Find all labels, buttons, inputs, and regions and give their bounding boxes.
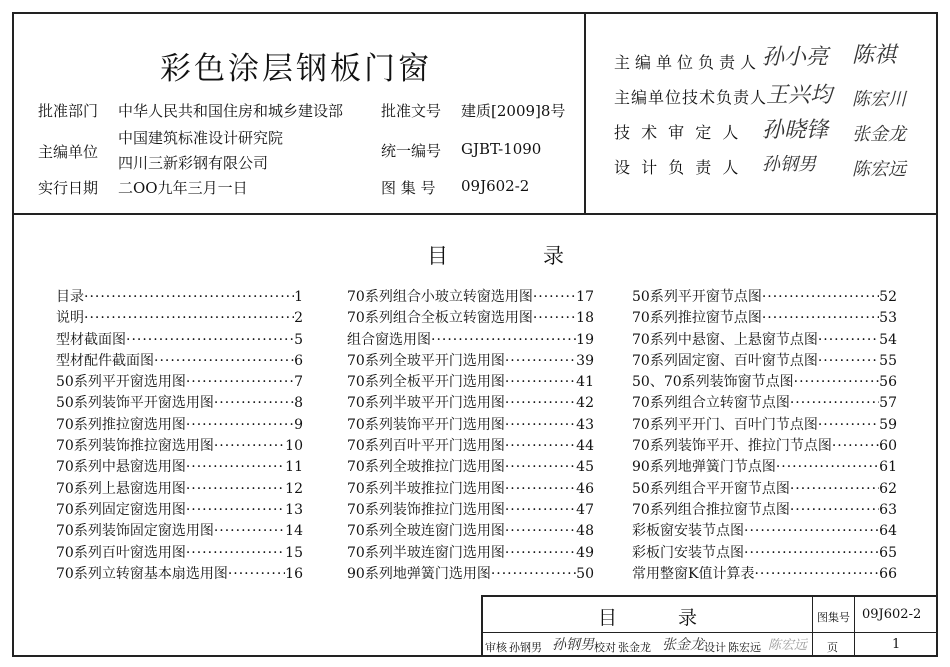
toc-leader xyxy=(505,479,576,500)
toc-leader xyxy=(505,351,576,372)
toc-entry[interactable] xyxy=(347,330,594,351)
toc-entry[interactable] xyxy=(632,393,897,414)
toc-leader xyxy=(186,415,294,436)
toc-leader xyxy=(186,479,285,500)
toc-entry-title: 70系列装饰平开门选用图 xyxy=(347,416,505,433)
toc-entry-title: 彩板窗安装节点图 xyxy=(632,523,744,540)
toc-entry-page: 57 xyxy=(879,395,897,412)
signature-chief: 孙小亮 xyxy=(762,45,829,70)
signature-tech-2: 陈宏川 xyxy=(852,89,906,110)
toc-entry-page: 59 xyxy=(879,416,897,433)
toc-entry-title: 70系列推拉窗选用图 xyxy=(56,416,186,433)
toc-entry-title: 70系列全板平开门选用图 xyxy=(347,374,505,391)
toc-entry-title: 70系列固定窗选用图 xyxy=(56,501,186,518)
toc-entry-title: 70系列组合小玻立转窗选用图 xyxy=(347,289,533,305)
toc-leader xyxy=(762,308,879,329)
titleblock-page-value: 1 xyxy=(892,637,901,652)
titleblock-name-char-a: 目 xyxy=(598,607,618,629)
toc-entry[interactable] xyxy=(56,564,303,585)
impl-date-value: 二OO九年三月一日 xyxy=(118,179,248,197)
toc-entry-page: 49 xyxy=(576,544,594,561)
toc-entry-title: 70系列半玻连窗门选用图 xyxy=(347,544,505,561)
toc-entry-page: 12 xyxy=(285,480,303,497)
titleblock-row-divider xyxy=(481,632,938,633)
toc-leader xyxy=(790,479,879,500)
toc-entry-title: 70系列全玻平开门选用图 xyxy=(347,352,505,369)
toc-entry[interactable] xyxy=(632,543,897,564)
titleblock-review-name: 孙钢男 xyxy=(509,641,542,654)
toc-leader xyxy=(832,436,879,457)
signature-review-2: 张金龙 xyxy=(852,124,906,145)
toc-column-3 xyxy=(632,287,897,585)
toc-entry[interactable] xyxy=(347,457,594,478)
toc-leader xyxy=(186,457,285,478)
toc-entry-page: 11 xyxy=(285,459,303,476)
toc-entry-page: 56 xyxy=(879,374,897,391)
toc-entry-page: 50 xyxy=(576,565,594,582)
toc-entry-page: 18 xyxy=(576,310,594,327)
toc-entry-title: 90系列地弹簧门选用图 xyxy=(347,565,491,582)
titleblock-left-border xyxy=(481,595,483,657)
toc-entry-title: 70系列百叶窗选用图 xyxy=(56,544,186,561)
titleblock-check-name: 张金龙 xyxy=(618,641,651,654)
titleblock-design-label: 设计 xyxy=(704,641,726,654)
toc-entry-title: 50系列平开窗节点图 xyxy=(632,289,762,305)
toc-entry[interactable] xyxy=(56,393,303,414)
toc-leader xyxy=(186,372,294,393)
sign-label-tech: 主编单位技术负责人 xyxy=(614,88,768,107)
toc-leader xyxy=(126,330,294,351)
toc-entry-title: 70系列立转窗基本扇选用图 xyxy=(56,565,228,582)
toc-leader xyxy=(214,393,294,414)
titleblock-check-label: 校对 xyxy=(594,641,616,654)
toc-leader xyxy=(228,564,285,585)
toc-leader xyxy=(84,308,294,329)
toc-leader xyxy=(744,543,879,564)
toc-leader xyxy=(776,457,879,478)
titleblock-col-divider-2 xyxy=(854,595,855,657)
signature-tech: 王兴均 xyxy=(766,83,833,108)
sign-label-review: 技 术 审 定 人 xyxy=(614,123,742,142)
toc-leader xyxy=(818,415,879,436)
toc-column-2 xyxy=(347,287,594,585)
toc-entry-page: 45 xyxy=(576,459,594,476)
toc-entry[interactable] xyxy=(56,415,303,436)
toc-leader xyxy=(84,287,294,308)
toc-entry-title: 彩板门安装节点图 xyxy=(632,544,744,561)
toc-entry-title: 70系列平开门、百叶门节点图 xyxy=(632,416,818,433)
toc-entry-title: 70系列装饰推拉窗选用图 xyxy=(56,438,214,455)
toc-entry[interactable] xyxy=(632,479,897,500)
titleblock-col-divider-1 xyxy=(812,595,813,657)
titleblock-review-signature: 孙钢男 xyxy=(552,637,594,653)
toc-entry-page: 1 xyxy=(294,289,303,305)
toc-entry[interactable] xyxy=(56,500,303,521)
signature-design: 孙钢男 xyxy=(762,154,816,175)
toc-entry[interactable] xyxy=(632,372,897,393)
toc-title-char-a: 目 xyxy=(427,244,448,268)
toc-entry-page: 16 xyxy=(285,565,303,582)
toc-entry[interactable] xyxy=(632,351,897,372)
toc-entry-page: 55 xyxy=(879,352,897,369)
toc-leader xyxy=(186,500,285,521)
toc-entry-page: 43 xyxy=(576,416,594,433)
toc-leader xyxy=(818,351,879,372)
toc-leader xyxy=(505,415,576,436)
toc-entry-title: 70系列固定窗、百叶窗节点图 xyxy=(632,352,818,369)
toc-entry[interactable] xyxy=(632,564,897,585)
toc-entry-page: 13 xyxy=(285,501,303,518)
toc-entry-title: 70系列组合推拉窗节点图 xyxy=(632,501,790,518)
toc-leader xyxy=(505,500,576,521)
toc-entry[interactable] xyxy=(56,521,303,542)
toc-entry-page: 10 xyxy=(285,438,303,455)
toc-leader xyxy=(214,521,285,542)
toc-entry-title: 70系列组合全板立转窗选用图 xyxy=(347,310,533,327)
toc-entry-page: 41 xyxy=(576,374,594,391)
toc-entry[interactable] xyxy=(56,372,303,393)
toc-entry-page: 15 xyxy=(285,544,303,561)
toc-entry-title: 70系列半玻平开门选用图 xyxy=(347,395,505,412)
toc-entry[interactable] xyxy=(56,543,303,564)
toc-entry[interactable] xyxy=(347,393,594,414)
toc-leader xyxy=(505,372,576,393)
approve-dept-value: 中华人民共和国住房和城乡建设部 xyxy=(118,102,344,120)
toc-entry-page: 42 xyxy=(576,395,594,412)
toc-entry-page: 39 xyxy=(576,352,594,369)
toc-entry[interactable] xyxy=(632,330,897,351)
toc-entry-page: 44 xyxy=(576,438,594,455)
toc-entry-page: 19 xyxy=(576,331,594,348)
toc-entry-title: 型材截面图 xyxy=(56,331,126,348)
toc-entry-title: 70系列组合立转窗节点图 xyxy=(632,395,790,412)
toc-entry-title: 70系列装饰平开、推拉门节点图 xyxy=(632,438,832,455)
approve-dept-label: 批准部门 xyxy=(38,102,99,120)
toc-leader xyxy=(533,287,576,308)
toc-entry-page: 48 xyxy=(576,523,594,540)
titleblock-atlas-label: 图集号 xyxy=(817,611,850,624)
toc-leader xyxy=(744,521,879,542)
toc-entry-page: 52 xyxy=(879,289,897,305)
toc-entry-page: 62 xyxy=(879,480,897,497)
toc-entry-page: 66 xyxy=(879,565,897,582)
toc-entry-title: 70系列装饰固定窗选用图 xyxy=(56,523,214,540)
toc-entry-page: 60 xyxy=(879,438,897,455)
toc-leader xyxy=(431,330,576,351)
toc-entry-title: 50系列装饰平开窗选用图 xyxy=(56,395,214,412)
document-title: 彩色涂层钢板门窗 xyxy=(160,51,432,87)
toc-entry-page: 7 xyxy=(294,374,303,391)
toc-entry-page: 64 xyxy=(879,523,897,540)
toc-entry[interactable] xyxy=(347,479,594,500)
toc-leader xyxy=(186,543,285,564)
toc-entry-page: 54 xyxy=(879,331,897,348)
toc-entry[interactable] xyxy=(632,287,897,308)
toc-entry[interactable] xyxy=(632,500,897,521)
unified-no-value: GJBT-1090 xyxy=(461,140,542,158)
toc-entry-page: 5 xyxy=(294,331,303,348)
toc-entry-page: 46 xyxy=(576,480,594,497)
toc-leader xyxy=(505,521,576,542)
editor-unit-value-2: 四川三新彩钢有限公司 xyxy=(118,154,269,172)
approve-doc-label: 批准文号 xyxy=(381,102,442,120)
toc-entry-title: 常用整窗K值计算表 xyxy=(632,565,755,582)
toc-title-char-b: 录 xyxy=(543,244,564,268)
toc-entry[interactable] xyxy=(347,372,594,393)
toc-entry[interactable] xyxy=(347,415,594,436)
toc-entry[interactable] xyxy=(56,287,303,308)
toc-entry[interactable] xyxy=(56,351,303,372)
toc-entry-title: 50系列组合平开窗节点图 xyxy=(632,480,790,497)
titleblock-atlas-value: 09J602-2 xyxy=(862,607,922,622)
toc-entry-page: 2 xyxy=(294,310,303,327)
toc-entry-page: 61 xyxy=(879,459,897,476)
toc-entry[interactable] xyxy=(56,457,303,478)
toc-leader xyxy=(790,393,879,414)
toc-entry-title: 70系列半玻推拉门选用图 xyxy=(347,480,505,497)
titleblock-design-name: 陈宏远 xyxy=(728,641,761,654)
sign-label-design: 设 计 负 责 人 xyxy=(614,158,742,177)
toc-entry[interactable] xyxy=(347,308,594,329)
toc-entry[interactable] xyxy=(632,521,897,542)
toc-entry[interactable] xyxy=(347,287,594,308)
toc-entry[interactable] xyxy=(347,500,594,521)
toc-leader xyxy=(794,372,880,393)
toc-entry[interactable] xyxy=(347,521,594,542)
toc-entry[interactable] xyxy=(347,543,594,564)
toc-entry-page: 14 xyxy=(285,523,303,540)
toc-entry-title: 组合窗选用图 xyxy=(347,331,431,348)
toc-entry-page: 6 xyxy=(294,352,303,369)
toc-entry[interactable] xyxy=(347,564,594,585)
toc-entry-page: 17 xyxy=(576,289,594,305)
toc-entry-title: 70系列全玻推拉门选用图 xyxy=(347,459,505,476)
toc-entry[interactable] xyxy=(56,436,303,457)
signature-review: 孙晓锋 xyxy=(762,118,829,143)
toc-entry-title: 50、70系列装饰窗节点图 xyxy=(632,374,794,391)
toc-entry-page: 65 xyxy=(879,544,897,561)
approve-doc-value: 建质[2009]8号 xyxy=(461,102,566,120)
toc-entry-page: 8 xyxy=(294,395,303,412)
toc-entry[interactable] xyxy=(56,330,303,351)
titleblock-check-signature: 张金龙 xyxy=(662,637,704,653)
toc-entry-page: 53 xyxy=(879,310,897,327)
header-divider xyxy=(12,213,938,215)
toc-leader xyxy=(214,436,285,457)
toc-leader xyxy=(505,543,576,564)
toc-entry[interactable] xyxy=(632,457,897,478)
editor-unit-value-1: 中国建筑标准设计研究院 xyxy=(118,129,284,147)
editor-unit-label: 主编单位 xyxy=(38,143,99,161)
toc-entry-title: 70系列中悬窗选用图 xyxy=(56,459,186,476)
toc-entry-title: 说明 xyxy=(56,310,84,327)
header-split xyxy=(584,12,586,214)
toc-entry-page: 47 xyxy=(576,501,594,518)
atlas-no-value: 09J602-2 xyxy=(461,177,530,195)
signature-chief-2: 陈祺 xyxy=(852,43,897,68)
toc-leader xyxy=(754,564,879,585)
toc-entry[interactable] xyxy=(347,351,594,372)
toc-entry[interactable] xyxy=(632,436,897,457)
toc-entry-title: 70系列全玻连窗门选用图 xyxy=(347,523,505,540)
toc-leader xyxy=(154,351,294,372)
toc-entry-title: 50系列平开窗选用图 xyxy=(56,374,186,391)
signature-design-2: 陈宏远 xyxy=(852,159,906,180)
toc-entry-title: 70系列中悬窗、上悬窗节点图 xyxy=(632,331,818,348)
toc-entry-title: 70系列装饰推拉门选用图 xyxy=(347,501,505,518)
toc-column-1 xyxy=(56,287,303,585)
toc-entry[interactable] xyxy=(632,415,897,436)
toc-entry[interactable] xyxy=(56,479,303,500)
toc-leader xyxy=(762,287,879,308)
unified-no-label: 统一编号 xyxy=(381,142,442,160)
titleblock-name-char-b: 录 xyxy=(678,607,698,629)
toc-leader xyxy=(505,393,576,414)
toc-entry[interactable] xyxy=(632,308,897,329)
toc-leader xyxy=(533,308,576,329)
toc-entry-page: 63 xyxy=(879,501,897,518)
titleblock-design-signature: 陈宏远 xyxy=(768,638,808,653)
toc-entry-title: 70系列推拉窗节点图 xyxy=(632,310,762,327)
titleblock-review-label: 审核 xyxy=(485,641,507,654)
toc-leader xyxy=(818,330,879,351)
toc-leader xyxy=(790,500,879,521)
titleblock-top-border xyxy=(481,595,938,597)
toc-entry[interactable] xyxy=(56,308,303,329)
toc-leader xyxy=(505,436,576,457)
toc-entry-title: 70系列上悬窗选用图 xyxy=(56,480,186,497)
toc-entry-title: 型材配件截面图 xyxy=(56,352,154,369)
titleblock-page-label: 页 xyxy=(827,641,838,654)
toc-entry-page: 9 xyxy=(294,416,303,433)
toc-entry-title: 70系列百叶平开门选用图 xyxy=(347,438,505,455)
toc-entry-title: 90系列地弹簧门节点图 xyxy=(632,459,776,476)
toc-entry[interactable] xyxy=(347,436,594,457)
toc-leader xyxy=(505,457,576,478)
impl-date-label: 实行日期 xyxy=(38,179,99,197)
toc-leader xyxy=(491,564,576,585)
atlas-no-label: 图 集 号 xyxy=(381,179,436,197)
sign-label-chief: 主编单位负责人 xyxy=(614,53,762,72)
toc-entry-title: 目录 xyxy=(56,289,84,305)
